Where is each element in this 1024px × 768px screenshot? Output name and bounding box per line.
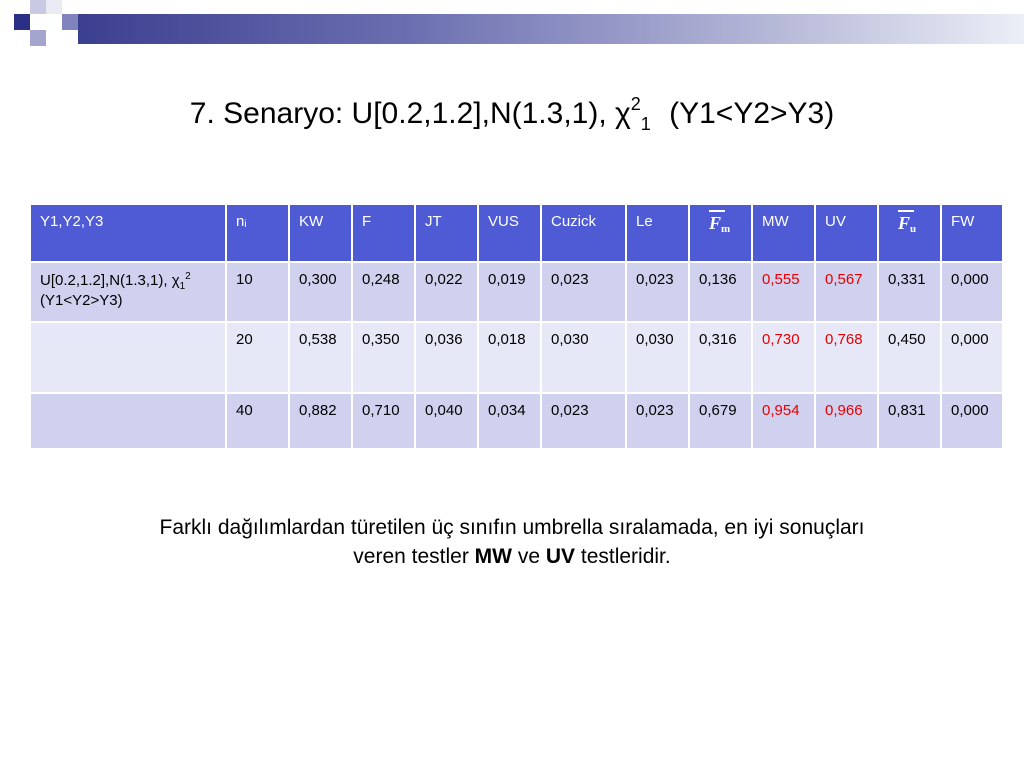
results-table (29, 203, 1004, 450)
title-suffix: (Y1<Y2>Y3) (660, 97, 835, 130)
deco-square (14, 14, 30, 30)
table-cell: 0,136 (689, 262, 752, 322)
col-header: UV (815, 204, 878, 262)
table-cell-highlight: 0,555 (752, 262, 815, 322)
fu-label: F (898, 213, 911, 233)
table-cell: 0,040 (415, 393, 478, 449)
table-cell: 0,022 (415, 262, 478, 322)
table-row (30, 393, 1003, 449)
col-header-fu (878, 204, 941, 262)
deco-square (30, 0, 46, 14)
table-cell: 0,350 (352, 322, 415, 393)
table-cell: 0,034 (478, 393, 541, 449)
fm-label: F (709, 213, 722, 233)
table-cell-highlight: 0,954 (752, 393, 815, 449)
table-cell: 0,023 (626, 262, 689, 322)
col-header: F (352, 204, 415, 262)
deco-square (46, 0, 62, 14)
table-cell: 0,000 (941, 322, 1003, 393)
conclusion-text (0, 513, 1024, 572)
fm-subscript: m (721, 223, 731, 235)
col-header: Le (626, 204, 689, 262)
table-cell: 0,030 (626, 322, 689, 393)
conclusion-line-2: veren testler (353, 545, 475, 569)
table-cell: 0,023 (541, 393, 626, 449)
uv-emphasis: UV (545, 545, 576, 569)
col-header: JT (415, 204, 478, 262)
table-cell: 0,019 (478, 262, 541, 322)
slide-title (0, 96, 1024, 136)
table-cell: 0,331 (878, 262, 941, 322)
row-label (30, 393, 226, 449)
title-subscript: 1 (640, 114, 651, 134)
table-cell: 0,538 (289, 322, 352, 393)
col-header: Cuzick (541, 204, 626, 262)
ni-label: n (236, 213, 245, 230)
deco-square (0, 0, 14, 14)
table-cell: 0,316 (689, 322, 752, 393)
table-cell: 0,710 (352, 393, 415, 449)
col-header: VUS (478, 204, 541, 262)
col-header: Y1,Y2,Y3 (30, 204, 226, 262)
table-cell: 0,018 (478, 322, 541, 393)
col-header-ni (226, 204, 289, 262)
table-cell-highlight: 0,730 (752, 322, 815, 393)
table-cell-n: 40 (226, 393, 289, 449)
row-label-text: U[0.2,1.2],N(1.3,1), χ (40, 272, 180, 289)
table-row (30, 322, 1003, 393)
table-cell-n: 10 (226, 262, 289, 322)
f-bar-m-symbol (709, 213, 730, 235)
table-row (30, 262, 1003, 322)
table-cell: 0,023 (626, 393, 689, 449)
table-cell-highlight: 0,768 (815, 322, 878, 393)
deco-square (62, 14, 78, 30)
table-header-row (30, 204, 1003, 262)
table-cell: 0,023 (541, 262, 626, 322)
table-cell: 0,679 (689, 393, 752, 449)
conclusion-ending: testleridir. (575, 545, 671, 569)
col-header: KW (289, 204, 352, 262)
table-cell: 0,300 (289, 262, 352, 322)
mw-emphasis: MW (474, 545, 512, 569)
fu-subscript: u (910, 223, 917, 235)
col-header: MW (752, 204, 815, 262)
gradient-bar (78, 14, 1024, 44)
deco-square (30, 30, 46, 46)
table-cell: 0,831 (878, 393, 941, 449)
table-cell: 0,000 (941, 393, 1003, 449)
ni-subscript: i (244, 219, 247, 230)
table-cell-n: 20 (226, 322, 289, 393)
deco-square (46, 14, 60, 28)
conclusion-line-1: Farklı dağılımlardan türetilen üç sınıfın umbrella sıralamada, en iyi sonuçları (159, 516, 865, 539)
row-label (30, 322, 226, 393)
title-text: 7. Senaryo: U[0.2,1.2],N(1.3,1), χ (189, 97, 631, 130)
row-label-superscript: 2 (185, 271, 191, 282)
col-header-fm (689, 204, 752, 262)
table-cell: 0,450 (878, 322, 941, 393)
table-cell: 0,000 (941, 262, 1003, 322)
table-cell: 0,248 (352, 262, 415, 322)
title-superscript: 2 (630, 94, 641, 114)
f-bar-u-symbol (898, 213, 916, 235)
row-label (30, 262, 226, 322)
table-cell: 0,882 (289, 393, 352, 449)
table-cell: 0,036 (415, 322, 478, 393)
row-label-order: (Y1<Y2>Y3) (40, 292, 123, 309)
table-cell: 0,030 (541, 322, 626, 393)
table-cell-highlight: 0,567 (815, 262, 878, 322)
table-cell-highlight: 0,966 (815, 393, 878, 449)
col-header: FW (941, 204, 1003, 262)
row-label-subscript: 1 (179, 281, 186, 292)
conclusion-connector: ve (511, 545, 546, 569)
